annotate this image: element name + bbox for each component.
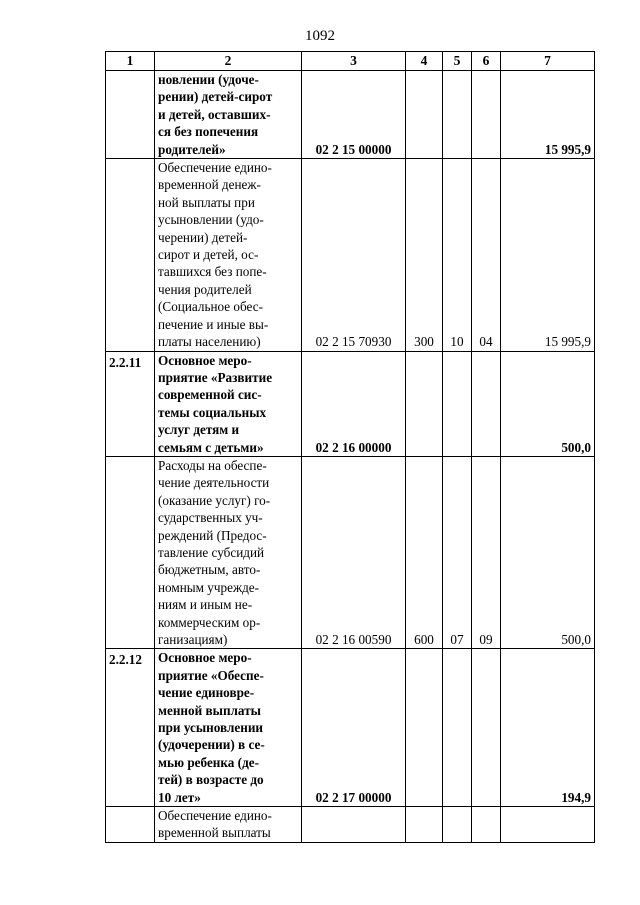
row-col5: 10 [443,159,472,351]
row-name: новлении (удоче- рении) детей-сирот и детей, оставших- ся без попечения родителей» [155,71,302,159]
row-amount [501,807,595,843]
row-name: Обеспечение едино- временной выплаты [155,807,302,843]
table-row [106,351,595,456]
table-row [106,807,595,843]
row-col5: 07 [443,456,472,648]
table-row [106,159,595,351]
row-col4: 600 [406,456,443,648]
row-col6 [472,649,501,807]
row-col4 [406,649,443,807]
row-col6 [472,807,501,843]
header-row [106,52,595,71]
table-row [106,649,595,807]
row-col6 [472,71,501,159]
header-col-4: 4 [406,52,443,71]
row-number [106,159,155,351]
row-amount: 194,9 [501,649,595,807]
row-name: Расходы на обеспе- чение деятельности (оказание услуг) го- сударственных уч- реждений (Предос- тавление субсидий бюджетным, авто- номным учрежде- ниям и иным не- коммерческим ор- ганизациям) [155,456,302,648]
header-col-1: 1 [106,52,155,71]
row-col5 [443,351,472,456]
header-col-2: 2 [155,52,302,71]
row-amount: 500,0 [501,456,595,648]
row-number [106,456,155,648]
row-code: 02 2 17 00000 [302,649,406,807]
row-col5 [443,807,472,843]
table-row [106,456,595,648]
row-code: 02 2 16 00000 [302,351,406,456]
row-col6 [472,351,501,456]
row-name: Основное меро- приятие «Развитие современной сис- темы социальных услуг детям и семьям с детьми» [155,351,302,456]
header-col-7: 7 [501,52,595,71]
row-number [106,71,155,159]
row-col4 [406,351,443,456]
row-col6: 09 [472,456,501,648]
row-code: 02 2 15 00000 [302,71,406,159]
table-row [106,71,595,159]
row-code: 02 2 15 70930 [302,159,406,351]
row-amount: 15 995,9 [501,159,595,351]
header-col-6: 6 [472,52,501,71]
row-code: 02 2 16 00590 [302,456,406,648]
budget-table [105,51,595,843]
row-name: Основное меро- приятие «Обеспе- чение единовре- менной выплаты при усыновлении (удочерении) в се- мью ребенка (де- тей) в возрасте до 10 лет» [155,649,302,807]
header-col-3: 3 [302,52,406,71]
row-amount: 500,0 [501,351,595,456]
row-col4 [406,807,443,843]
row-number [106,807,155,843]
row-col4 [406,71,443,159]
row-col6: 04 [472,159,501,351]
row-col5 [443,649,472,807]
row-number: 2.2.11 [106,351,155,456]
page-number: 1092 [305,28,335,44]
row-col5 [443,71,472,159]
row-amount: 15 995,9 [501,71,595,159]
row-col4: 300 [406,159,443,351]
row-code [302,807,406,843]
row-name: Обеспечение едино- временной денеж- ной выплаты при усыновлении (удо- черении) детей- сирот и детей, ос- тавшихся без попе- чения родителей (Социальное обес- печение и иные вы- платы населению) [155,159,302,351]
row-number: 2.2.12 [106,649,155,807]
header-col-5: 5 [443,52,472,71]
